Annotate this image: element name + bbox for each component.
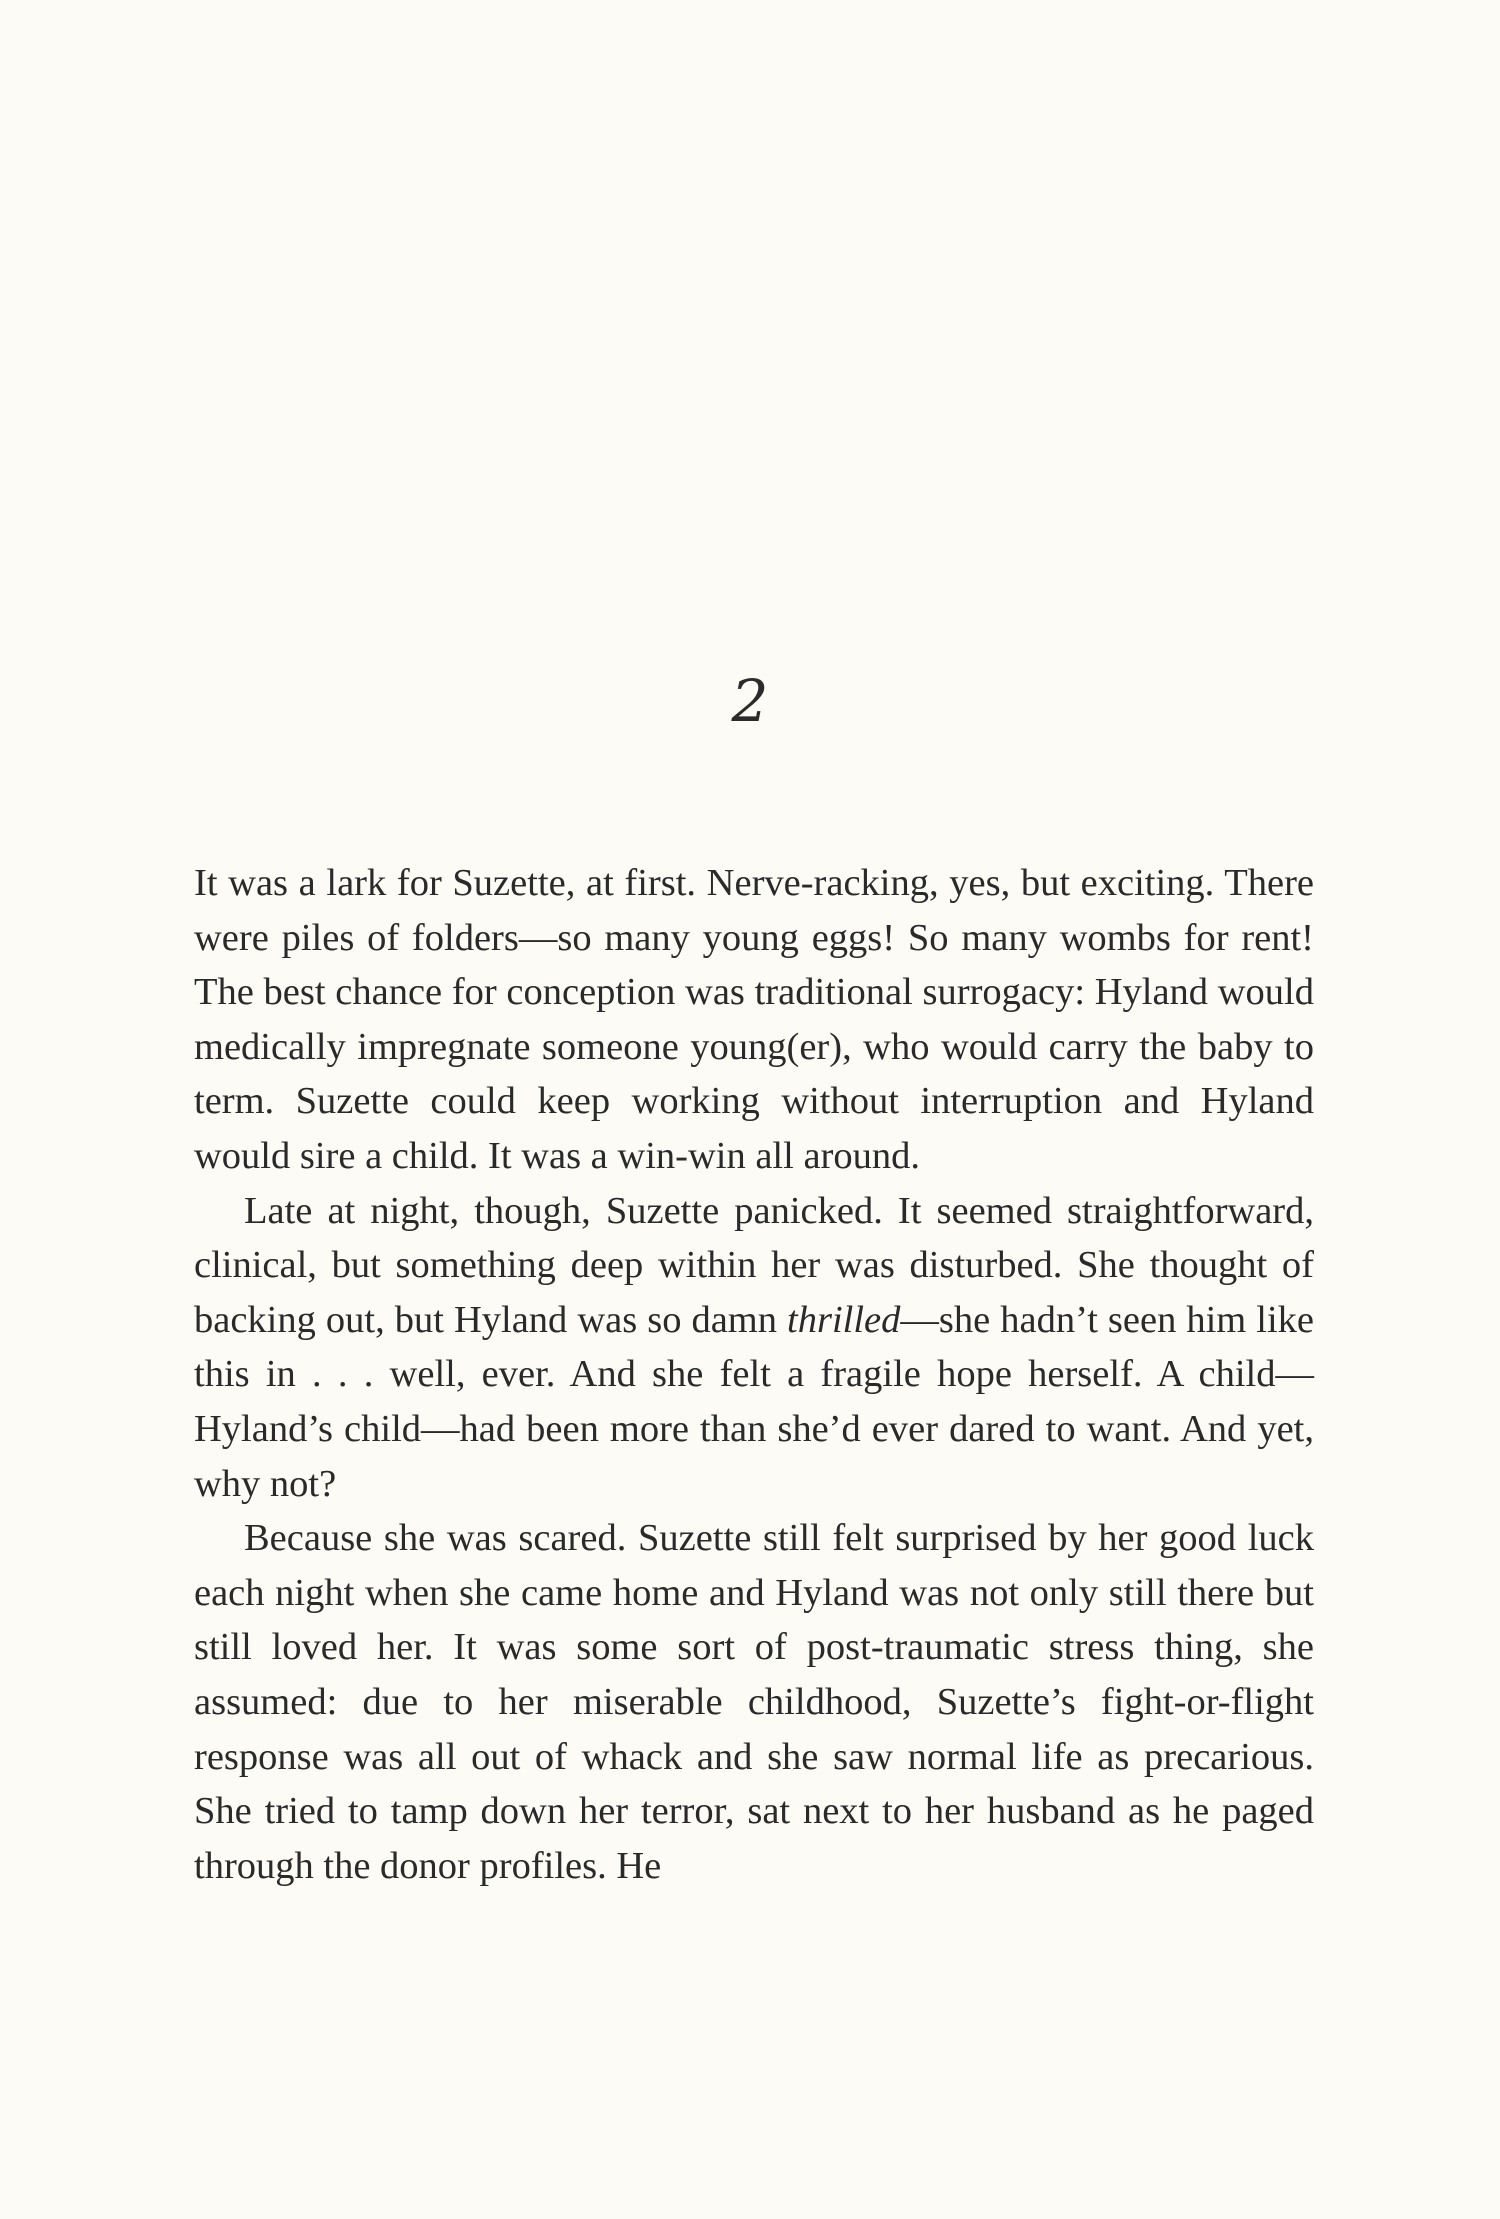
- paragraph-2-emphasis: thrilled: [787, 1298, 901, 1341]
- paragraph-1: It was a lark for Suzette, at first. Nerve-racking, yes, but exciting. There were piles of folders—so many young eggs! So many wombs for rent! The best chance for conception was traditional surrogacy: Hyland would medically impregnate someone young(er), who would carry the baby to term. Suzette could keep working without interruption and Hyland would sire a child. It was a win-win all around.: [194, 862, 1314, 1177]
- paragraph-2-text-before: Late at night, though, Suzette panicked. It seemed straightforward, clinical, but something deep within her was disturbed. She thought of backing out, but Hyland was so damn: [194, 1189, 1314, 1341]
- paragraph-3: Because she was scared. Suzette still felt surprised by her good luck each night when she came home and Hyland was not only still there but still loved her. It was some sort of post-traumatic stress thing, she assumed: due to her miserable childhood, Suzette’s fight-or-flight response was all out of whack and she saw normal life as precarious. She tried to tamp down her terror, sat next to her husband as he paged through the donor profiles. He: [194, 1517, 1314, 1887]
- chapter-body: [194, 856, 1314, 1893]
- paragraph-2-text-after: —she hadn’t seen him like this in . . . well, ever. And she felt a fragile hope herself. A child—Hyland’s child—had been more than she’d ever dared to want. And yet, why not?: [194, 1298, 1314, 1505]
- paragraph-2: [194, 1184, 1314, 1512]
- chapter-number: 2: [731, 667, 769, 735]
